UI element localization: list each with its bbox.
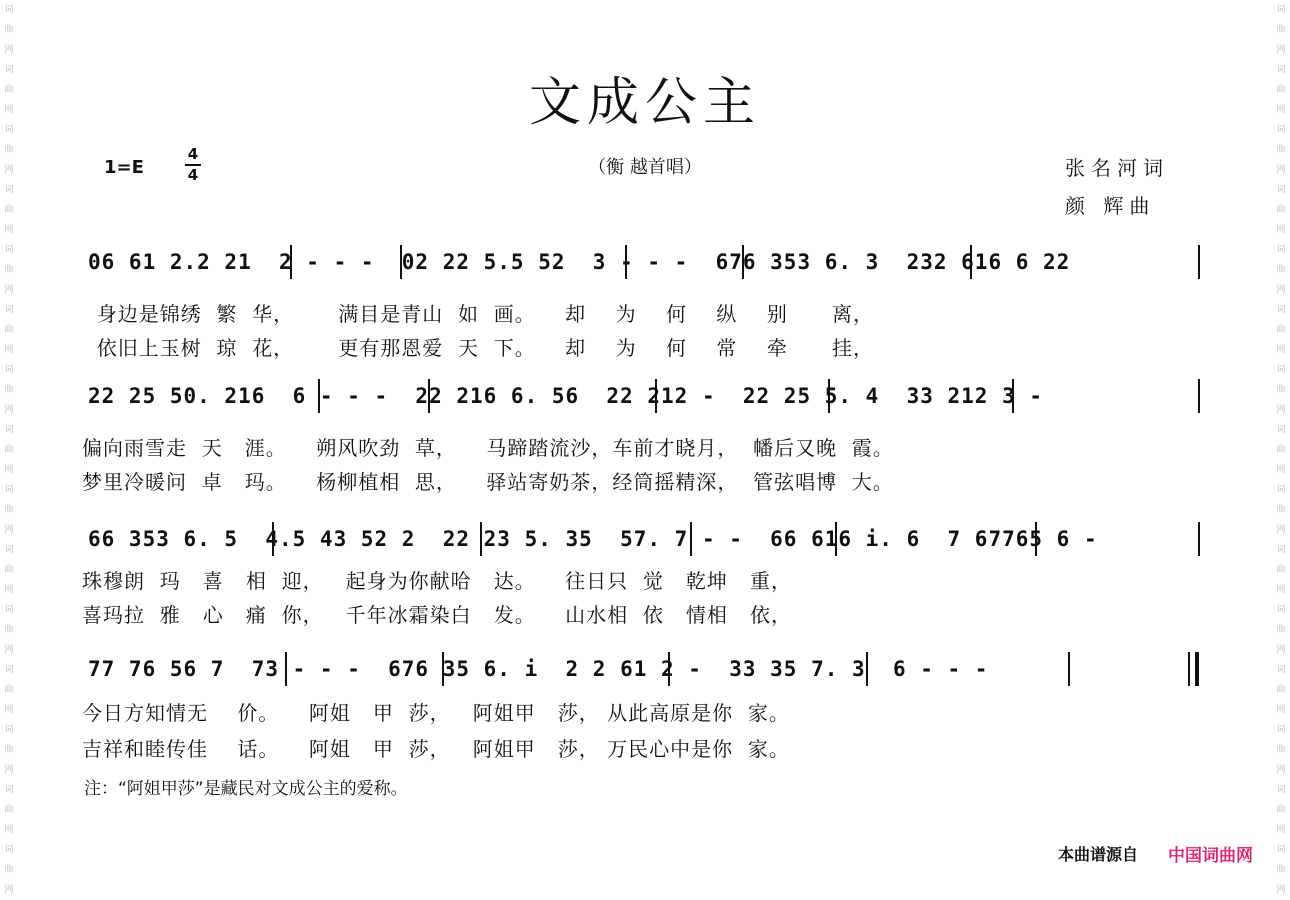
bar-line xyxy=(742,245,744,279)
final-bar-line xyxy=(1195,652,1199,686)
bar-line xyxy=(1035,522,1037,556)
lyrics-line-3a: 珠穆朗 玛 喜 相 迎， 起身为你献哈 达。 往日只 觉 乾坤 重， xyxy=(82,569,793,593)
watermark-left: 词 曲 网 词 曲 网 词 曲 网 词 曲 网 词 曲 网 词 曲 网 词 曲 网 词 曲 网 词 曲 网 词 曲 网 词 曲 网 词 曲 网 词 曲 网 词 曲 网 词 曲 网 xyxy=(4,5,14,895)
source-label: 本曲谱源自 xyxy=(1058,845,1139,864)
notation-line-1: 06 61 2.2 21 2 - - - 02 22 5.5 52 3 - - - 676 353 6. 3 232 616 6 22 xyxy=(88,250,1071,274)
bar-line xyxy=(1198,245,1200,279)
watermark-right: 词 曲 网 词 曲 网 词 曲 网 词 曲 网 词 曲 网 词 曲 网 词 曲 网 词 曲 网 词 曲 网 词 曲 网 词 曲 网 词 曲 网 词 曲 网 词 曲 网 词 曲 网 xyxy=(1276,5,1286,895)
notation-line-4: 77 76 56 7 73 - - - 676 35 6. i 2 2 61 2 - 33 35 7. 3 6 - - - xyxy=(88,657,989,681)
bar-line xyxy=(318,379,320,413)
bar-line xyxy=(1068,652,1070,686)
lyrics-line-4a: 今日方知情无 价。 阿姐 甲 莎， 阿姐甲 莎， 从此高原是你 家。 xyxy=(82,701,790,725)
subtitle: （衡 越首唱） xyxy=(588,157,702,178)
lyrics-line-1a: 身边是锦绣 繁 华， 满目是青山 如 画。 却 为 何 纵 别 离， xyxy=(82,302,875,326)
composer-credit: 颜 辉曲 xyxy=(1065,194,1156,218)
time-signature-bottom: 4 xyxy=(187,166,199,184)
footnote: 注：“阿姐甲莎”是藏民对文成公主的爱称。 xyxy=(84,779,408,799)
notation-line-3: 66 353 6. 5 4.5 43 52 2 22 23 5. 35 57. 7 - - 66 616 i. 6 7 67765 6 - xyxy=(88,527,1098,551)
bar-line xyxy=(480,522,482,556)
bar-line xyxy=(1198,379,1200,413)
bar-line xyxy=(655,379,657,413)
bar-line xyxy=(290,245,292,279)
bar-line xyxy=(400,245,402,279)
bar-line xyxy=(866,652,868,686)
lyrics-line-3b: 喜玛拉 雅 心 痛 你， 千年冰霜染白 发。 山水相 依 情相 依， xyxy=(82,603,793,627)
lyrics-line-1b: 依旧上玉树 琼 花， 更有那恩爱 天 下。 却 为 何 常 牵 挂， xyxy=(82,336,875,360)
key-signature: 1=E xyxy=(104,157,144,178)
source-site-link[interactable]: 中国词曲网 xyxy=(1168,846,1253,866)
bar-line xyxy=(625,245,627,279)
notation-line-2: 22 25 50. 216 6 - - - 22 216 6. 56 22 212 - 22 25 5. 4 33 212 3 - xyxy=(88,384,1044,408)
lyrics-line-2a: 偏向雨雪走 天 涯。 朔风吹劲 草， 马蹄踏流沙，车前才晓月， 幡后又晚 霞。 xyxy=(82,436,894,460)
bar-line xyxy=(1198,522,1200,556)
lyricist-credit: 张名河词 xyxy=(1065,156,1169,180)
time-signature-top: 4 xyxy=(187,145,199,163)
lyrics-line-2b: 梦里冷暖问 卓 玛。 杨柳植相 思， 驿站寄奶茶，经筒摇精深， 管弦唱博 大。 xyxy=(82,470,894,494)
bar-line xyxy=(428,379,430,413)
bar-line xyxy=(690,522,692,556)
bar-line xyxy=(442,652,444,686)
bar-line xyxy=(970,245,972,279)
bar-line xyxy=(272,522,274,556)
lyrics-line-4b: 吉祥和睦传佳 话。 阿姐 甲 莎， 阿姐甲 莎， 万民心中是你 家。 xyxy=(82,737,790,761)
bar-line xyxy=(828,379,830,413)
page-title: 文成公主 xyxy=(528,73,761,133)
bar-line xyxy=(835,522,837,556)
bar-line xyxy=(285,652,287,686)
bar-line xyxy=(1012,379,1014,413)
bar-line xyxy=(1188,652,1190,686)
bar-line xyxy=(668,652,670,686)
